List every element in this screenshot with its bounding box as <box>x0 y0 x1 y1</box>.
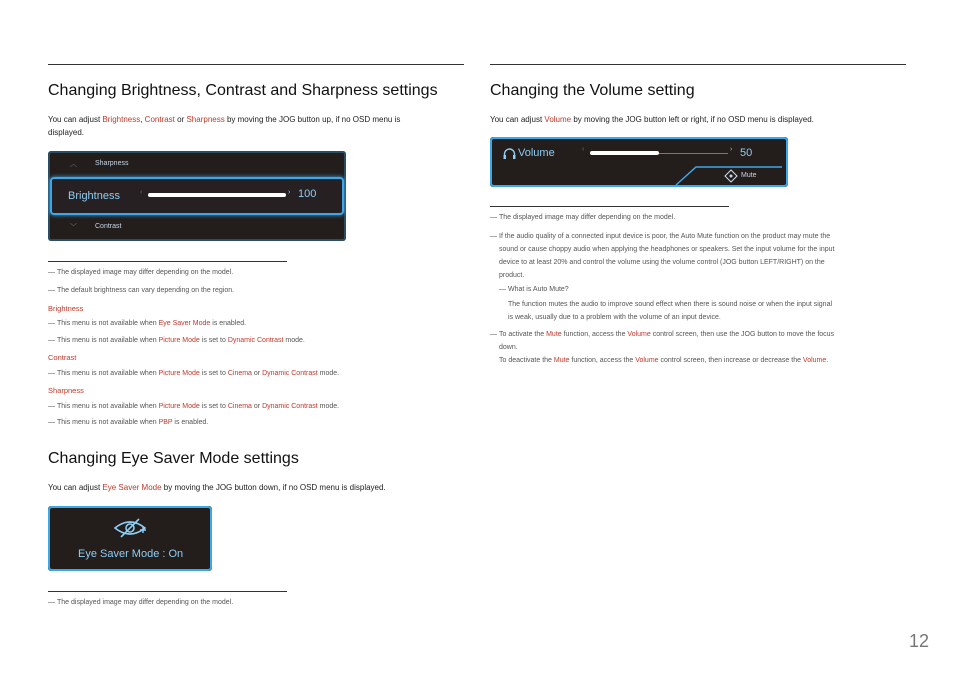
note-text: is enabled. <box>210 320 247 327</box>
note-link: PBP <box>158 419 173 426</box>
note-text: The displayed image may differ depending on the model. <box>499 214 676 221</box>
volume-slider-fill <box>590 151 659 155</box>
note-text: function, access the <box>561 331 628 338</box>
note-text: or <box>251 403 263 410</box>
note-text: control screen, then use the JOG button to move the focus <box>650 331 835 338</box>
eye-saver-intro <box>48 481 468 494</box>
note-text: This menu is not available when <box>57 370 159 377</box>
note-text: If the audio quality of a connected input device is poor, the Auto Mute function on the product may mute the <box>499 233 831 240</box>
intro-text: by moving the JOG button up, if no OSD menu is <box>224 115 401 124</box>
sharpness-heading: Sharpness <box>48 386 84 395</box>
contrast-heading: Contrast <box>48 353 77 362</box>
sub-note-answer <box>499 298 909 326</box>
note-text: mode. <box>317 403 340 410</box>
chevron-left-icon: ‹ <box>140 189 143 196</box>
section-title-brightness: Changing Brightness, Contrast and Sharpness settings <box>48 82 438 99</box>
brightness-slider-fill <box>148 193 286 197</box>
note-image-differs: — The displayed image may differ depending on the model. <box>48 266 468 279</box>
note-text: mode. <box>317 370 340 377</box>
intro-contrast: Contrast <box>144 115 175 124</box>
intro-eye-saver: Eye Saver Mode <box>102 483 162 492</box>
note-text: control screen, then increase or decrease the <box>658 357 803 364</box>
note-text: . <box>826 357 829 364</box>
chevron-left-icon: ‹ <box>582 146 585 153</box>
intro-text: displayed. <box>48 128 85 137</box>
mute-button[interactable]: Mute <box>741 172 757 179</box>
sub-note-question: — What is Auto Mute? <box>499 283 909 296</box>
note-link: Picture Mode <box>158 403 200 410</box>
note-link: Picture Mode <box>158 337 200 344</box>
note-text: To deactivate the <box>499 357 554 364</box>
eye-saver-notes-rule <box>48 591 287 592</box>
note-link: Cinema <box>227 403 252 410</box>
intro-text: You can adjust <box>48 115 103 124</box>
note-brightness-2: — This menu is not available when Picture Mode is set to Dynamic Contrast mode. <box>48 337 305 344</box>
brightness-heading: Brightness <box>48 304 84 313</box>
note-link: Dynamic Contrast <box>227 337 284 344</box>
intro-text: , <box>140 115 145 124</box>
note-sharpness-1: — This menu is not available when Picture Mode is set to Cinema or Dynamic Contrast mode. <box>48 403 340 410</box>
left-top-rule <box>48 64 464 65</box>
note-contrast-1: — This menu is not available when Picture Mode is set to Cinema or Dynamic Contrast mode. <box>48 370 340 377</box>
note-text: The function mutes the audio to improve sound effect when there is sound noise or when the input signal <box>508 301 833 308</box>
osd-frame <box>48 506 212 571</box>
eye-saver-status: Eye Saver Mode : On <box>78 548 184 560</box>
intro-sharpness: Sharpness <box>186 115 225 124</box>
note-link: Eye Saver Mode <box>158 320 211 327</box>
note-text: down. <box>499 344 518 351</box>
note-text: This menu is not available when <box>57 403 159 410</box>
brightness-intro <box>48 113 464 139</box>
volume-intro <box>490 113 906 126</box>
note-link: Picture Mode <box>158 370 200 377</box>
note-text: The displayed image may differ depending on the model. <box>57 599 234 606</box>
note-volume-image: — The displayed image may differ depending on the model. <box>490 211 910 224</box>
brightness-value: 100 <box>298 188 317 200</box>
intro-text: by moving the JOG button down, if no OSD menu is displayed. <box>161 483 386 492</box>
note-link: Mute <box>546 331 562 338</box>
note-text: function, access the <box>569 357 636 364</box>
note-eye-saver: — The displayed image may differ depending on the model. <box>48 596 468 609</box>
note-text: or <box>251 370 263 377</box>
note-text: product. <box>499 272 525 279</box>
headphones-icon <box>503 148 516 160</box>
volume-value: 50 <box>740 147 753 159</box>
note-text: is enabled. <box>172 419 209 426</box>
note-sharpness-2: — This menu is not available when PBP is enabled. <box>48 419 209 426</box>
intro-brightness: Brightness <box>102 115 141 124</box>
note-text: This menu is not available when <box>57 337 159 344</box>
note-link: Volume <box>635 357 659 364</box>
note-text: is set to <box>199 370 228 377</box>
note-link: Volume <box>627 331 651 338</box>
note-brightness-region: — The default brightness can vary depending on the region. <box>48 284 468 297</box>
intro-text: You can adjust <box>490 115 545 124</box>
eye-saver-osd <box>48 506 212 571</box>
section-title-volume: Changing the Volume setting <box>490 82 695 99</box>
note-text: This menu is not available when <box>57 419 159 426</box>
note-text: The displayed image may differ depending on the model. <box>57 269 234 276</box>
osd-item-sharpness[interactable]: Sharpness <box>95 160 129 167</box>
note-text: is set to <box>199 337 228 344</box>
note-text: This menu is not available when <box>57 320 159 327</box>
osd-item-brightness: Brightness <box>68 190 120 202</box>
note-text: device to at least 20% and control the volume using the volume control (JOG button LEFT/RIGHT) on the <box>499 259 825 266</box>
note-text: sound or cause choppy audio when applying the headphones or speakers. Set the input volume for the input <box>499 246 835 253</box>
intro-text: or <box>174 115 187 124</box>
right-top-rule <box>490 64 906 65</box>
intro-text: You can adjust <box>48 483 103 492</box>
chevron-down-icon: ﹀ <box>70 224 77 231</box>
note-text: To activate the <box>499 331 547 338</box>
note-link: Dynamic Contrast <box>262 403 318 410</box>
brightness-osd <box>48 151 346 241</box>
intro-text: by moving the JOG button left or right, if no OSD menu is displayed. <box>571 115 814 124</box>
volume-label: Volume <box>518 147 555 159</box>
volume-notes-rule <box>490 206 729 207</box>
chevron-right-icon: › <box>730 146 733 153</box>
note-text: The default brightness can vary depending on the region. <box>57 287 235 294</box>
note-text: mode. <box>283 337 305 344</box>
page-number: 12 <box>909 631 930 651</box>
note-link: Dynamic Contrast <box>262 370 318 377</box>
volume-osd <box>490 137 788 187</box>
note-link: Mute <box>553 357 570 364</box>
intro-volume: Volume <box>544 115 572 124</box>
note-deactivate-mute <box>490 354 910 367</box>
note-text: What is Auto Mute? <box>508 286 569 293</box>
note-link: Volume <box>802 357 827 364</box>
chevron-up-icon: ︿ <box>70 161 77 168</box>
note-link: Cinema <box>227 370 252 377</box>
section-title-eye-saver: Changing Eye Saver Mode settings <box>48 450 299 467</box>
note-activate-mute: — To activate the Mute function, access the Volume control screen, then use the JOG button to move the focus down. <box>490 328 910 356</box>
notes-rule <box>48 261 287 262</box>
chevron-right-icon: › <box>288 189 291 196</box>
jog-button-icon <box>724 169 738 183</box>
note-text: is set to <box>199 403 228 410</box>
note-brightness-1: — This menu is not available when Eye Saver Mode is enabled. <box>48 320 247 327</box>
eye-saver-icon <box>113 518 147 538</box>
note-text: is weak, usually due to a problem with the volume of an input device. <box>508 314 721 321</box>
note-auto-mute: — If the audio quality of a connected input device is poor, the Auto Mute function on the product may mute the sound or cause choppy audio when applying the headphones or speakers. Set the input volume for the input device to at least 20% and control the volume using the volume control (JOG button LEFT/RIGHT) on the product. <box>490 230 910 284</box>
osd-item-contrast[interactable]: Contrast <box>95 223 122 230</box>
